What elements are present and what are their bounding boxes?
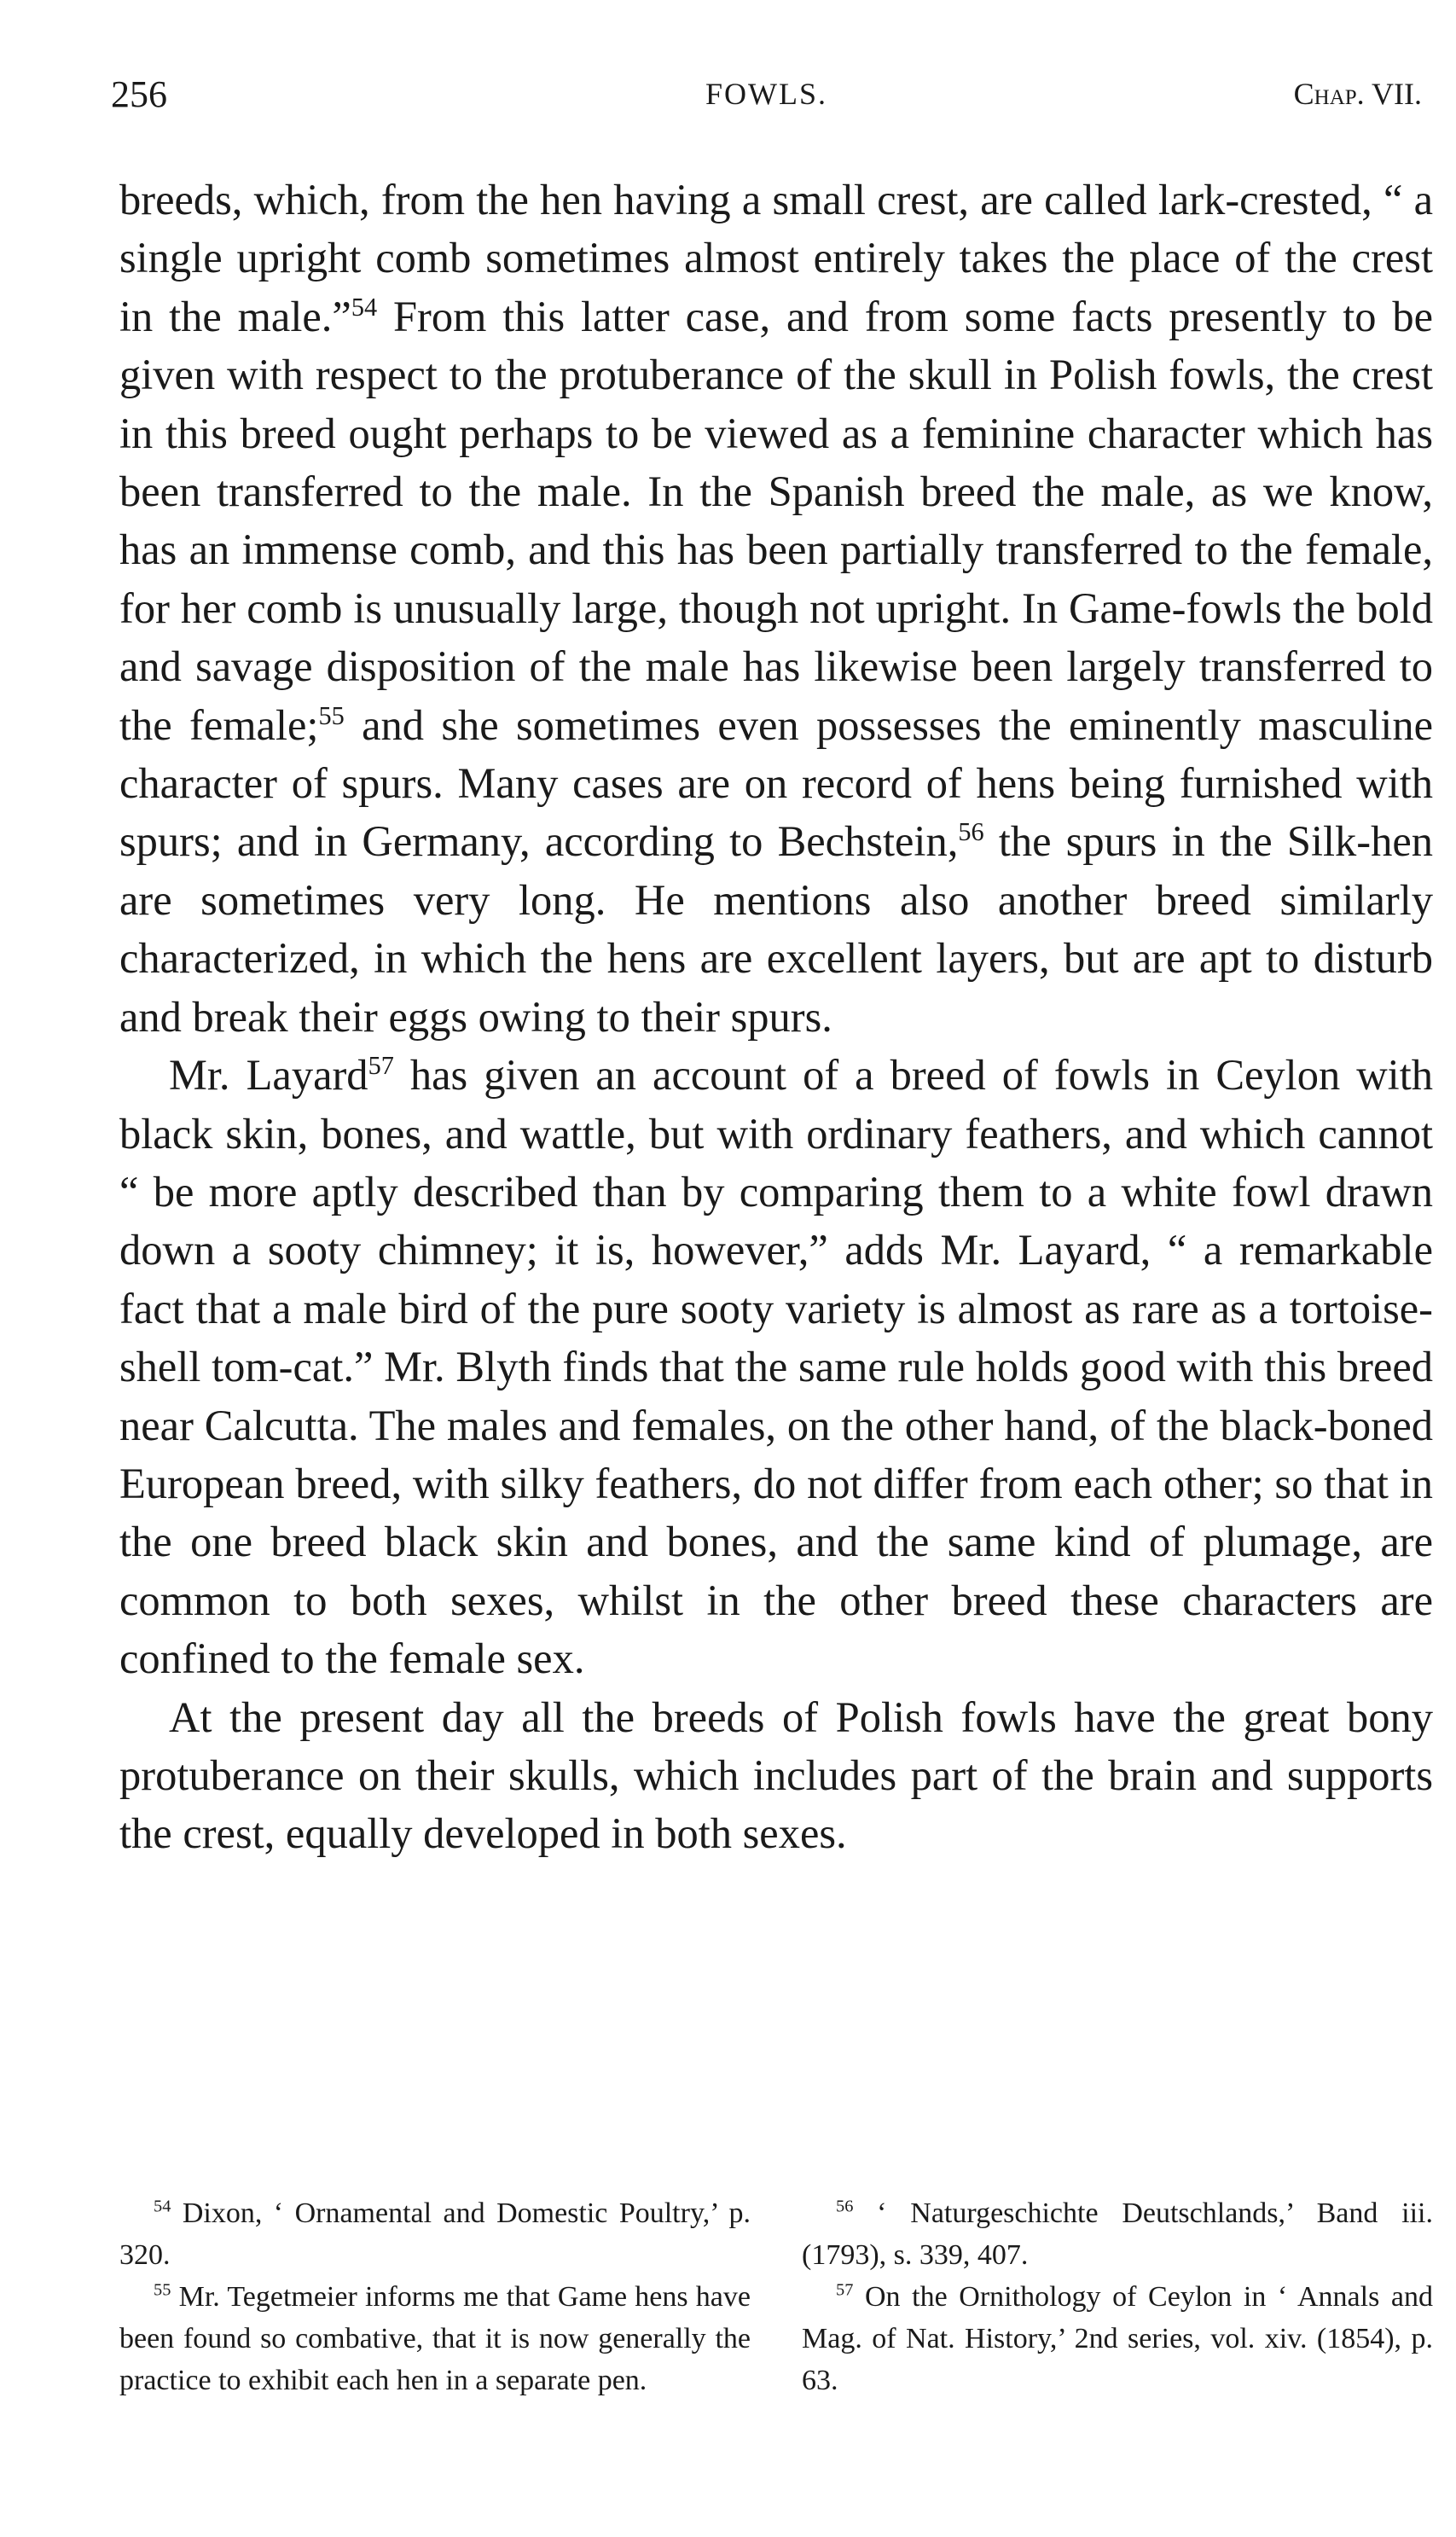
page-number: 256 bbox=[111, 73, 167, 115]
footnote-ref-56[interactable]: 56 bbox=[958, 817, 984, 847]
paragraph-text: From this latter case, and from some facts presently to be given with respect to the protuberance of the skull in Polish fowls, the crest in this breed ought perhaps to be viewed as a feminine character which has been transferred to the male. In the Spanish breed the male, as we know, has an immense comb, and this has been partially transferred to the female, for her comb is unusually large, though not upright. In Game-fowls the bold and savage disposition of the male has likewise been largely transferred to the female; bbox=[119, 292, 1434, 749]
paragraph-2 bbox=[119, 1046, 1433, 1687]
chapter-label: Chap. VII. bbox=[1293, 77, 1422, 111]
paragraph-text: breeds, which, from the hen having a small crest, are called lark-crested, “ a single upright comb sometimes almost entirely takes the place of the crest in the male.” bbox=[119, 176, 1433, 340]
footnote-ref-57[interactable]: 57 bbox=[368, 1051, 394, 1081]
footnote-text: Dixon, ‘ Ornamental and Domestic Poultry,’ p. 320. bbox=[119, 2197, 751, 2271]
footnote-number: 57 bbox=[836, 2280, 854, 2300]
footnote-text: ‘ Naturgeschichte Deutschlands,’ Band iii. (1793), s. 339, 407. bbox=[802, 2197, 1433, 2271]
footnote-text: On the Ornithology of Ceylon in ‘ Annals and Mag. of Nat. History,’ 2nd series, vol. xiv. (1854), p. 63. bbox=[802, 2281, 1433, 2396]
paragraph-text: and she sometimes even possesses the eminently masculine character of spurs. Many cases are on record of hens being furnished with spurs; and in Germany, according to Bechstein, bbox=[119, 700, 1433, 866]
paragraph-3 bbox=[119, 1688, 1433, 1863]
footnote-54 bbox=[119, 2192, 751, 2276]
paragraph-text: has given an account of a breed of fowls in Ceylon with black skin, bones, and wattle, but with ordinary feathers, and which cannot “ be more aptly described than by comparing them to a white fowl drawn down a sooty chimney; it is, however,” adds Mr. Layard, “ a remarkable fact that a male bird of the pure sooty variety is almost as rare as a tortoise-shell tom-cat.” Mr. Blyth finds that the same rule holds good with this breed near Calcutta. The males and females, on the other hand, of the black-boned European breed, with silky feathers, do not differ from each other; so that in the one breed black skin and bones, and the same kind of plumage, are common to both sexes, whilst in the other breed these characters are confined to the female sex. bbox=[119, 1051, 1433, 1683]
body-text bbox=[119, 171, 1433, 1863]
footnote-56 bbox=[802, 2192, 1433, 2276]
paragraph-text: the spurs in the Silk-hen are sometimes very long. He mentions also another breed similarly characterized, in which the hens are excellent layers, but are apt to disturb and break their eggs owing to their spurs. bbox=[119, 817, 1433, 1041]
running-title: FOWLS. bbox=[705, 77, 827, 111]
paragraph-1 bbox=[119, 171, 1433, 1046]
footnote-55 bbox=[119, 2276, 751, 2401]
paragraph-text: Mr. Layard bbox=[169, 1051, 368, 1100]
footnotes bbox=[119, 2192, 1433, 2406]
paragraph-text: At the present day all the breeds of Polish fowls have the great bony protuberance on their skulls, which includes part of the brain and supports the crest, equally developed in both sexes. bbox=[119, 1692, 1433, 1858]
footnote-ref-54[interactable]: 54 bbox=[351, 292, 378, 322]
footnote-number: 55 bbox=[154, 2280, 171, 2300]
footnote-ref-55[interactable]: 55 bbox=[318, 700, 345, 730]
footnote-text: Mr. Tegetmeier informs me that Game hens have been found so combative, that it is now generally the practice to exhibit each hen in a separate pen. bbox=[119, 2281, 751, 2396]
footnote-number: 54 bbox=[154, 2197, 171, 2216]
footnote-number: 56 bbox=[836, 2197, 854, 2216]
page-header bbox=[111, 73, 1422, 124]
footnote-57 bbox=[802, 2276, 1433, 2401]
